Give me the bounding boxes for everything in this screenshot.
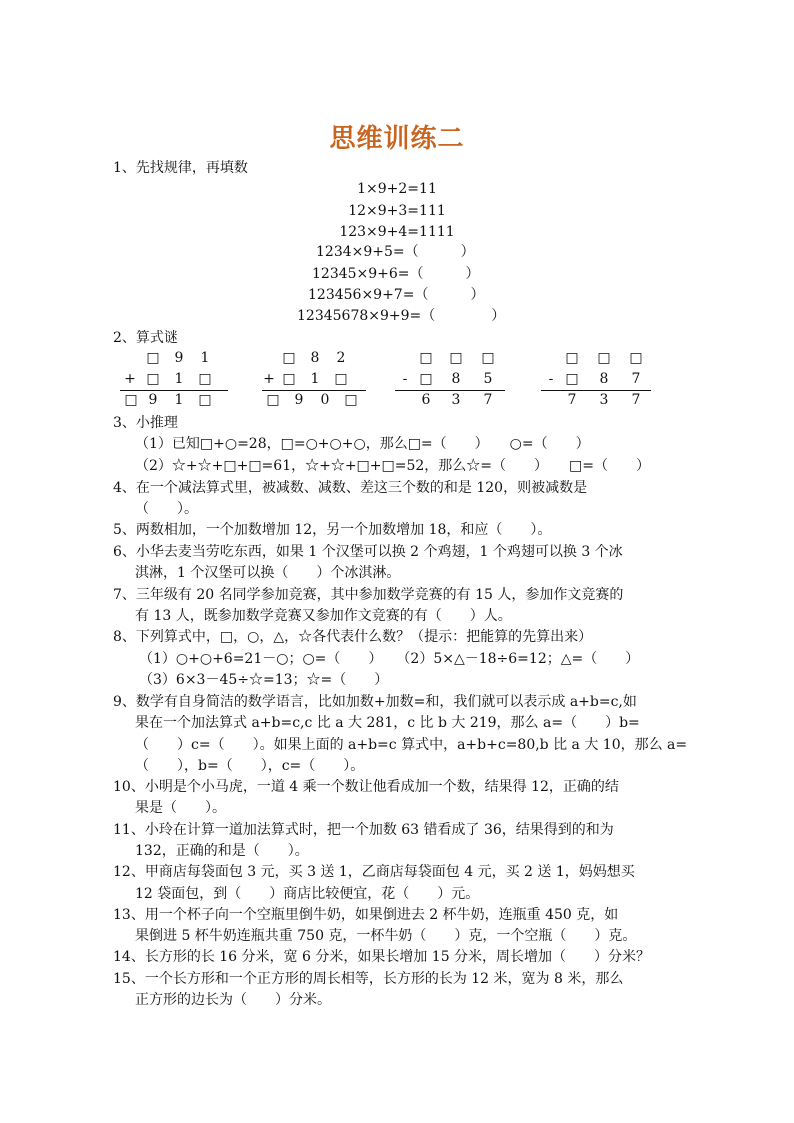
puzzle-digit: 5 [483, 371, 493, 387]
puzzle-digit: 3 [599, 392, 609, 408]
puzzle-operator: - [402, 371, 408, 387]
puzzle-operator: + [263, 371, 275, 387]
puzzle-operator: + [124, 371, 136, 387]
q1-line: 1234×9+5=（ ） [316, 244, 475, 260]
puzzle-digit: 1 [200, 350, 210, 366]
q1-line: 12345×9+6=（ ） [312, 266, 480, 282]
q8-item: （3）6×3－45÷☆=13；☆=（ ） [139, 672, 389, 688]
q9-line: （ ）c=（ ）。如果上面的 a+b=c 算式中，a+b+c=80,b 比 a 大 10，那么 a= [135, 737, 688, 753]
q6-line: 淇淋，1 个汉堡可以换（ ）个冰淇淋。 [135, 565, 401, 581]
puzzle-digit: □ [266, 392, 280, 408]
q9-line: （ ），b=（ ），c=（ ）。 [135, 758, 365, 774]
puzzle-digit: □ [146, 350, 160, 366]
q7-line: 有 13 人，既参加数学竞赛又参加作文竞赛的有（ ）人。 [135, 608, 512, 624]
puzzle-digit: □ [198, 392, 212, 408]
puzzle-digit: 8 [451, 371, 461, 387]
puzzle-digit: 3 [451, 392, 461, 408]
puzzle-digit: 1 [174, 392, 184, 408]
q11-line: 11、小玲在计算一道加法算式时，把一个加数 63 错看成了 36，结果得到的和为 [113, 822, 614, 838]
puzzle-digit: 7 [567, 392, 577, 408]
puzzle-digit: □ [198, 371, 212, 387]
puzzle-digit: □ [565, 350, 579, 366]
q3-label: 3、小推理 [113, 415, 178, 431]
q11-line: 132，正确的和是（ ）。 [135, 843, 309, 859]
puzzle-2 [262, 348, 372, 411]
q1-line: 12×9+3=111 [348, 203, 446, 219]
q4-line: 4、在一个减法算式里，被减数、减数、差这三个数的和是 120，则被减数是 [113, 480, 588, 496]
puzzle-digit: 8 [599, 371, 609, 387]
q15-line: 15、一个长方形和一个正方形的周长相等，长方形的长为 12 米，宽为 8 米，那么 [113, 971, 624, 987]
puzzle-digit: □ [146, 371, 160, 387]
puzzle-digit: □ [629, 350, 643, 366]
q7-line: 7、三年级有 20 名同学参加竞赛，其中参加数学竞赛的有 15 人，参加作文竞赛的 [113, 587, 624, 603]
q10-line: 果是（ ）。 [135, 800, 226, 816]
puzzle-digit: 1 [174, 371, 184, 387]
puzzle-digit: □ [449, 350, 463, 366]
q8-label: 8、下列算式中，□，○，△，☆各代表什么数？（提示：把能算的先算出来） [113, 629, 593, 645]
q13-line: 13、用一个杯子向一个空瓶里倒牛奶，如果倒进去 2 杯牛奶，连瓶重 450 克，如 [113, 907, 619, 923]
q1-line: 123456×9+7=（ ） [308, 287, 485, 303]
q1-line: 123×9+4=1111 [339, 224, 455, 240]
puzzle-digit: 7 [631, 371, 641, 387]
q14-line: 14、长方形的长 16 分米，宽 6 分米，如果长增加 15 分米，周长增加（ ）分米？ [113, 949, 651, 965]
puzzle-digit: 7 [631, 392, 641, 408]
q9-line: 果在一个加法算式 a+b=c,c 比 a 大 281，c 比 b 大 219，那么 a=（ ）b= [135, 715, 640, 731]
q2-label: 2、算式谜 [113, 330, 178, 346]
puzzle-digit: □ [597, 350, 611, 366]
puzzle-digit: 0 [320, 392, 330, 408]
puzzle-digit: □ [419, 350, 433, 366]
q5-line: 5、两数相加，一个加数增加 12，另一个加数增加 18，和应（ ）。 [113, 522, 552, 538]
page-title: 思维训练二 [329, 124, 465, 154]
q6-line: 6、小华去麦当劳吃东西，如果 1 个汉堡可以换 2 个鸡翅，1 个鸡翅可以换 3 个冰 [113, 544, 623, 560]
puzzle-digit: □ [419, 371, 433, 387]
puzzle-digit: 8 [310, 350, 320, 366]
puzzle-digit: □ [282, 371, 296, 387]
q15-line: 正方形的边长为（ ）分米。 [135, 992, 331, 1008]
puzzle-digit: 2 [336, 350, 346, 366]
q10-line: 10、小明是个小马虎，一道 4 乘一个数让他看成加一个数，结果得 12，正确的结 [113, 779, 619, 795]
q1-line: 12345678×9+9=（ ） [297, 308, 506, 324]
q4-line: （ ）。 [135, 501, 198, 517]
puzzle-operator: - [548, 371, 554, 387]
puzzle-3 [395, 348, 505, 411]
puzzle-digit: 9 [174, 350, 184, 366]
puzzle-digit: 9 [294, 392, 304, 408]
puzzle-digit: □ [481, 350, 495, 366]
q1-line: 1×9+2=11 [357, 181, 437, 197]
puzzle-4 [541, 348, 651, 411]
puzzle-digit: □ [282, 350, 296, 366]
puzzle-digit: 7 [483, 392, 493, 408]
q12-line: 12 袋面包，到（ ）商店比较便宜，花（ ）元。 [135, 886, 480, 902]
q8-item: （1）○+○+6=21－○；○=（ ） （2）5×△－18÷6=12；△=（ ） [139, 651, 640, 667]
q13-line: 果倒进 5 杯牛奶连瓶共重 750 克，一杯牛奶（ ）克，一个空瓶（ ）克。 [135, 928, 637, 944]
puzzle-digit: □ [344, 392, 358, 408]
q1-label: 1、先找规律，再填数 [113, 160, 248, 176]
puzzle-digit: 6 [421, 392, 431, 408]
q12-line: 12、甲商店每袋面包 3 元，买 3 送 1，乙商店每袋面包 4 元，买 2 送 1，妈妈想买 [113, 864, 635, 880]
q3-item: （1）已知□+○=28，□=○+○+○，那么□=（ ） ○=（ ） [135, 436, 590, 452]
q9-line: 9、数学有自身简洁的数学语言，比如加数+加数=和，我们就可以表示成 a+b=c,如 [113, 694, 637, 710]
puzzle-digit: 1 [310, 371, 320, 387]
puzzle-digit: □ [334, 371, 348, 387]
puzzle-1 [120, 348, 230, 411]
puzzle-digit: □ [565, 371, 579, 387]
q3-item: （2）☆+☆+□+□=61，☆+☆+□+□=52，那么☆=（ ） □=（ ） [135, 458, 650, 474]
puzzle-digit: 9 [148, 392, 158, 408]
puzzle-digit: □ [124, 392, 138, 408]
